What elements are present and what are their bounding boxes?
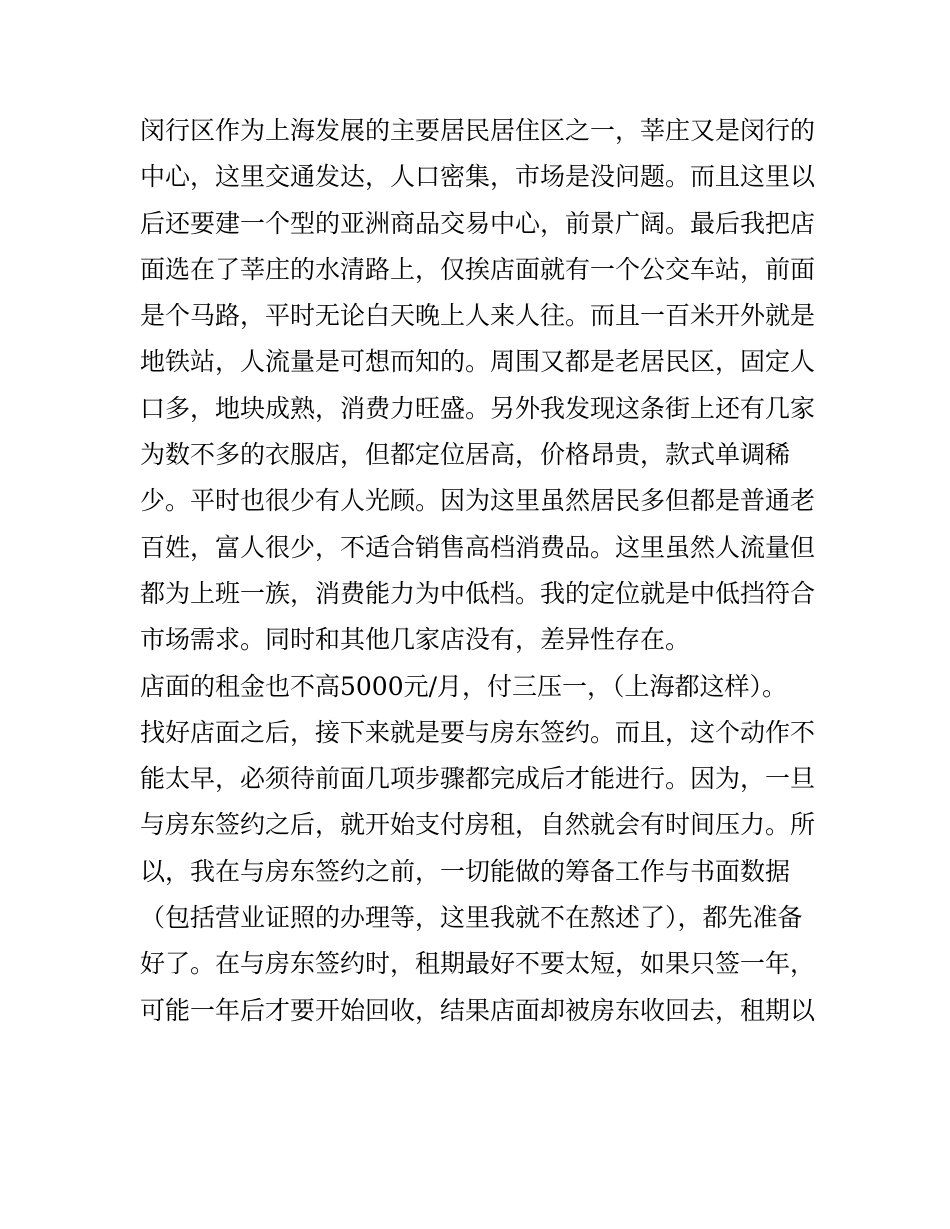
text-line: 地铁站，人流量是可想而知的。周围又都是老居民区，固定人 — [140, 347, 816, 377]
text-line: 可能一年后才要开始回收，结果店面却被房东收回去，租期以 — [140, 995, 816, 1025]
text-line: 能太早，必须待前面几项步骤都完成后才能进行。因为，一旦 — [140, 764, 816, 794]
text-line: 中心，这里交通发达，人口密集，市场是没问题。而且这里以 — [140, 162, 816, 192]
text-line: 为数不多的衣服店，但都定位居高，价格昂贵，款式单调稀 — [140, 440, 791, 470]
text-line: 与房东签约之后，就开始支付房租，自然就会有时间压力。所 — [140, 810, 816, 840]
text-line: 以，我在与房东签约之前，一切能做的筹备工作与书面数据 — [140, 856, 791, 886]
text-line: 口多，地块成熟，消费力旺盛。另外我发现这条街上还有几家 — [140, 393, 816, 423]
body-text — [140, 108, 820, 1034]
text-line: 后还要建一个型的亚洲商品交易中心，前景广阔。最后我把店 — [140, 208, 816, 238]
text-line: 是个马路，平时无论白天晚上人来人往。而且一百米开外就是 — [140, 301, 816, 331]
text-line: 找好店面之后，接下来就是要与房东签约。而且，这个动作不 — [140, 717, 816, 747]
text-line: 市场需求。同时和其他几家店没有，差异性存在。 — [140, 625, 691, 655]
text-line: 闵行区作为上海发展的主要居民居住区之一，莘庄又是闵行的 — [140, 116, 816, 145]
text-line: 都为上班一族，消费能力为中低档。我的定位就是中低挡符合 — [140, 578, 816, 608]
text-line: 店面的租金也不高5000元/月，付三压一，（上海都这样）。 — [140, 671, 788, 701]
text-line: 好了。在与房东签约时，租期最好不要太短，如果只签一年， — [140, 949, 816, 979]
text-line: 百姓，富人很少，不适合销售高档消费品。这里虽然人流量但 — [140, 532, 816, 562]
text-line: 少。平时也很少有人光顾。因为这里虽然居民多但都是普通老 — [140, 486, 816, 516]
text-line: （包括营业证照的办理等，这里我就不在熬述了），都先准备 — [140, 903, 803, 933]
text-line: 面选在了莘庄的水清路上，仅挨店面就有一个公交车站，前面 — [140, 254, 816, 284]
